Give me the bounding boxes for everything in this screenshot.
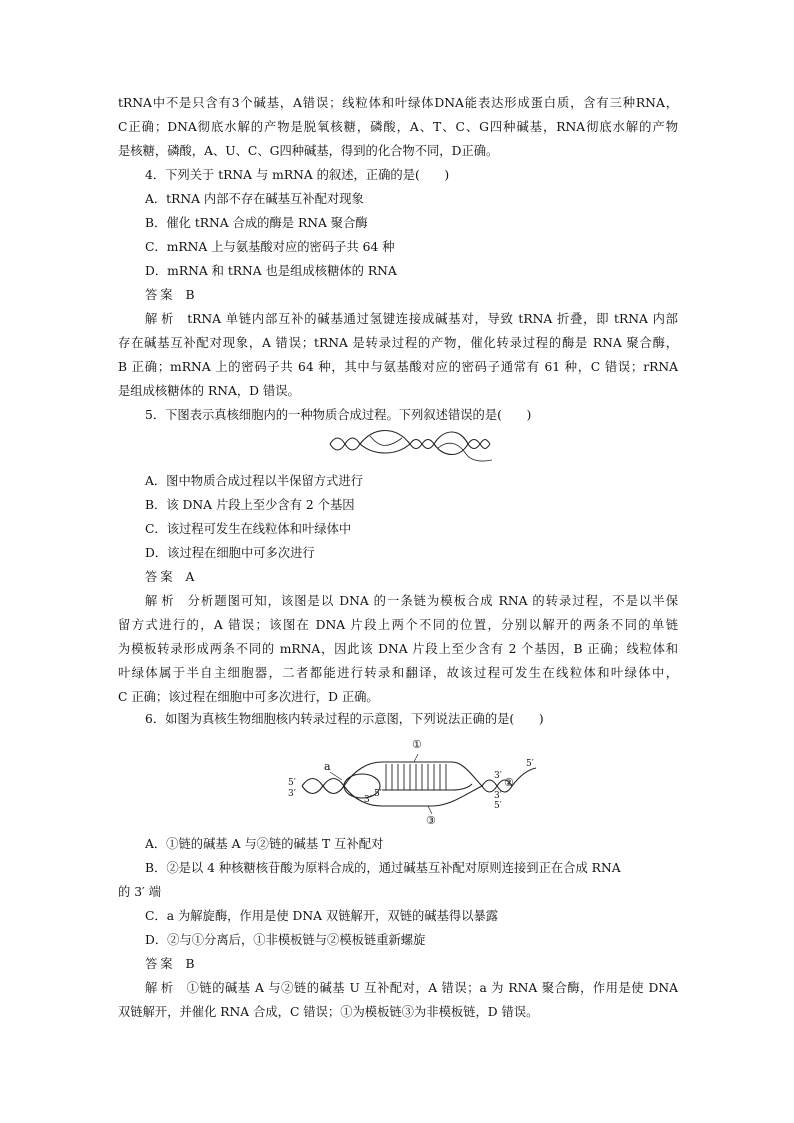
analysis-line: 是组成核糖体的 RNA，D 错误。	[118, 384, 300, 398]
label-mid-3prime: 3′	[364, 795, 372, 805]
answer-value: B	[185, 957, 195, 971]
dna-strand	[302, 779, 344, 794]
answer-row	[145, 956, 195, 972]
option-c: C．该过程可发生在线粒体和叶绿体中	[145, 522, 352, 536]
dna-strand	[434, 444, 468, 455]
analysis-label: 解析	[145, 981, 177, 995]
analysis-row	[145, 980, 678, 996]
analysis-line: tRNA 单链内部互补的碱基通过氢键连接成碱基对，导致 tRNA 折叠，即 tRNA 内部	[187, 312, 678, 326]
answer-label: 答案	[145, 570, 176, 584]
analysis-line: 叶绿体属于半自主细胞器，二者都能进行转录和翻译，故该过程可发生在线粒体和叶绿体中，	[118, 666, 678, 680]
analysis-line: 为模板转录形成两条不同的 mRNA，因此该 DNA 片段上至少含有 2 个基因，B 正确；线粒体和	[118, 642, 678, 656]
label-bottom-3prime: 3′	[494, 791, 502, 801]
option-c: C．mRNA 上与氨基酸对应的密码子共 64 种	[145, 240, 395, 254]
analysis-line: C 正确；该过程在细胞中可多次进行，D 正确。	[118, 690, 379, 704]
label-right-3prime: 3′	[494, 771, 502, 781]
rna-strand	[438, 443, 492, 461]
option-b: B．该 DNA 片段上至少含有 2 个基因	[145, 498, 355, 512]
transcription-diagram	[282, 734, 538, 828]
analysis-line: 存在碱基互补配对现象，A 错误；tRNA 是转录过程的产物，催化转录过程的酶是 RNA 聚合酶，	[118, 336, 678, 350]
option-c: C．a 为解旋酶，作用是使 DNA 双链解开，双链的碱基得以暴露	[145, 909, 499, 923]
label-mid-5prime: 5′	[374, 789, 382, 799]
answer-label: 答案	[145, 957, 176, 971]
analysis-line: B 正确；mRNA 上的密码子共 64 种，其中与氨基酸对应的密码子通常有 61 种，C 错误；rRNA	[118, 360, 678, 374]
analysis-line: 双链解开，并催化 RNA 合成，C 错误；①为模板链③为非模板链，D 错误。	[118, 1005, 539, 1019]
analysis-label: 解析	[145, 594, 178, 608]
rna-strand	[370, 436, 402, 445]
option-d: D．②与①分离后，①非模板链与②模板链重新螺旋	[145, 933, 426, 947]
analysis-line: 是核糖，磷酸，A、U、C、G四种碱基，得到的化合物不同，D正确。	[118, 144, 499, 158]
label-circle-1: ①	[412, 738, 422, 751]
option-d: D．该过程在细胞中可多次进行	[145, 546, 315, 560]
option-a: A．图中物质合成过程以半保留方式进行	[145, 474, 363, 488]
question-4-stem: 4．下列关于 tRNA 与 mRNA 的叙述，正确的是( )	[145, 168, 450, 182]
analysis-label: 解析	[145, 312, 178, 326]
analysis-row	[145, 311, 678, 327]
option-a: A．tRNA 内部不存在碱基互补配对现象	[145, 192, 364, 206]
rna-dna-pairs	[386, 764, 446, 790]
answer-row	[145, 287, 195, 303]
leader-line	[428, 806, 432, 814]
label-a: a	[324, 760, 331, 773]
question-5-stem: 5．下图表示真核细胞内的一种物质合成过程。下列叙述错误的是( )	[145, 408, 532, 422]
label-circle-2: ②	[504, 776, 514, 789]
label-circle-3: ③	[426, 814, 436, 827]
analysis-line: 留方式进行的，A 错误；该图在 DNA 片段上两个不同的位置，分别以解开的两条不同的单链	[118, 618, 678, 632]
label-right-5prime: 5′	[526, 759, 534, 769]
answer-value: A	[185, 570, 195, 584]
dna-transcription-figure-small	[326, 424, 494, 466]
leader-line	[414, 754, 418, 762]
label-left-3prime: 3′	[288, 789, 296, 799]
dna-strand	[434, 432, 468, 444]
analysis-line: tRNA中不是只含有3个碱基，A错误；线粒体和叶绿体DNA能表达形成蛋白质，含有三种RNA，	[118, 96, 678, 110]
answer-value: B	[185, 288, 195, 302]
option-a: A．①链的碱基 A 与②链的碱基 T 互补配对	[145, 837, 384, 851]
option-d: D．mRNA 和 tRNA 也是组成核糖体的 RNA	[145, 264, 397, 278]
analysis-line: C正确；DNA彻底水解的产物是脱氧核糖，磷酸，A、T、C、G四种碱基，RNA彻底水解的产物	[118, 120, 678, 134]
question-6-stem: 6．如图为真核生物细胞核内转录过程的示意图，下列说法正确的是( )	[145, 712, 544, 726]
label-left-5prime: 5′	[288, 778, 296, 788]
option-b: B．②是以 4 种核糖核苷酸为原料合成的，通过碱基互补配对原则连接到正在合成 RNA	[145, 861, 621, 875]
analysis-line: ①链的碱基 A 与②链的碱基 U 互补配对，A 错误；a 为 RNA 聚合酶，作用是使 DNA	[186, 981, 678, 995]
dna-strand	[360, 431, 410, 445]
option-b: B．催化 tRNA 合成的酶是 RNA 聚合酶	[145, 216, 368, 230]
option-b-continued: 的 3′ 端	[118, 885, 162, 899]
dna-strand	[512, 768, 536, 786]
label-bottom-5prime: 5′	[494, 801, 502, 811]
answer-row	[145, 569, 194, 585]
dna-strand	[330, 438, 360, 450]
rna-strand	[382, 784, 472, 790]
analysis-row	[145, 593, 678, 609]
answer-label: 答案	[145, 288, 176, 302]
analysis-line: 分析题图可知，该图是以 DNA 的一条链为模板合成 RNA 的转录过程，不是以半保	[187, 594, 678, 608]
